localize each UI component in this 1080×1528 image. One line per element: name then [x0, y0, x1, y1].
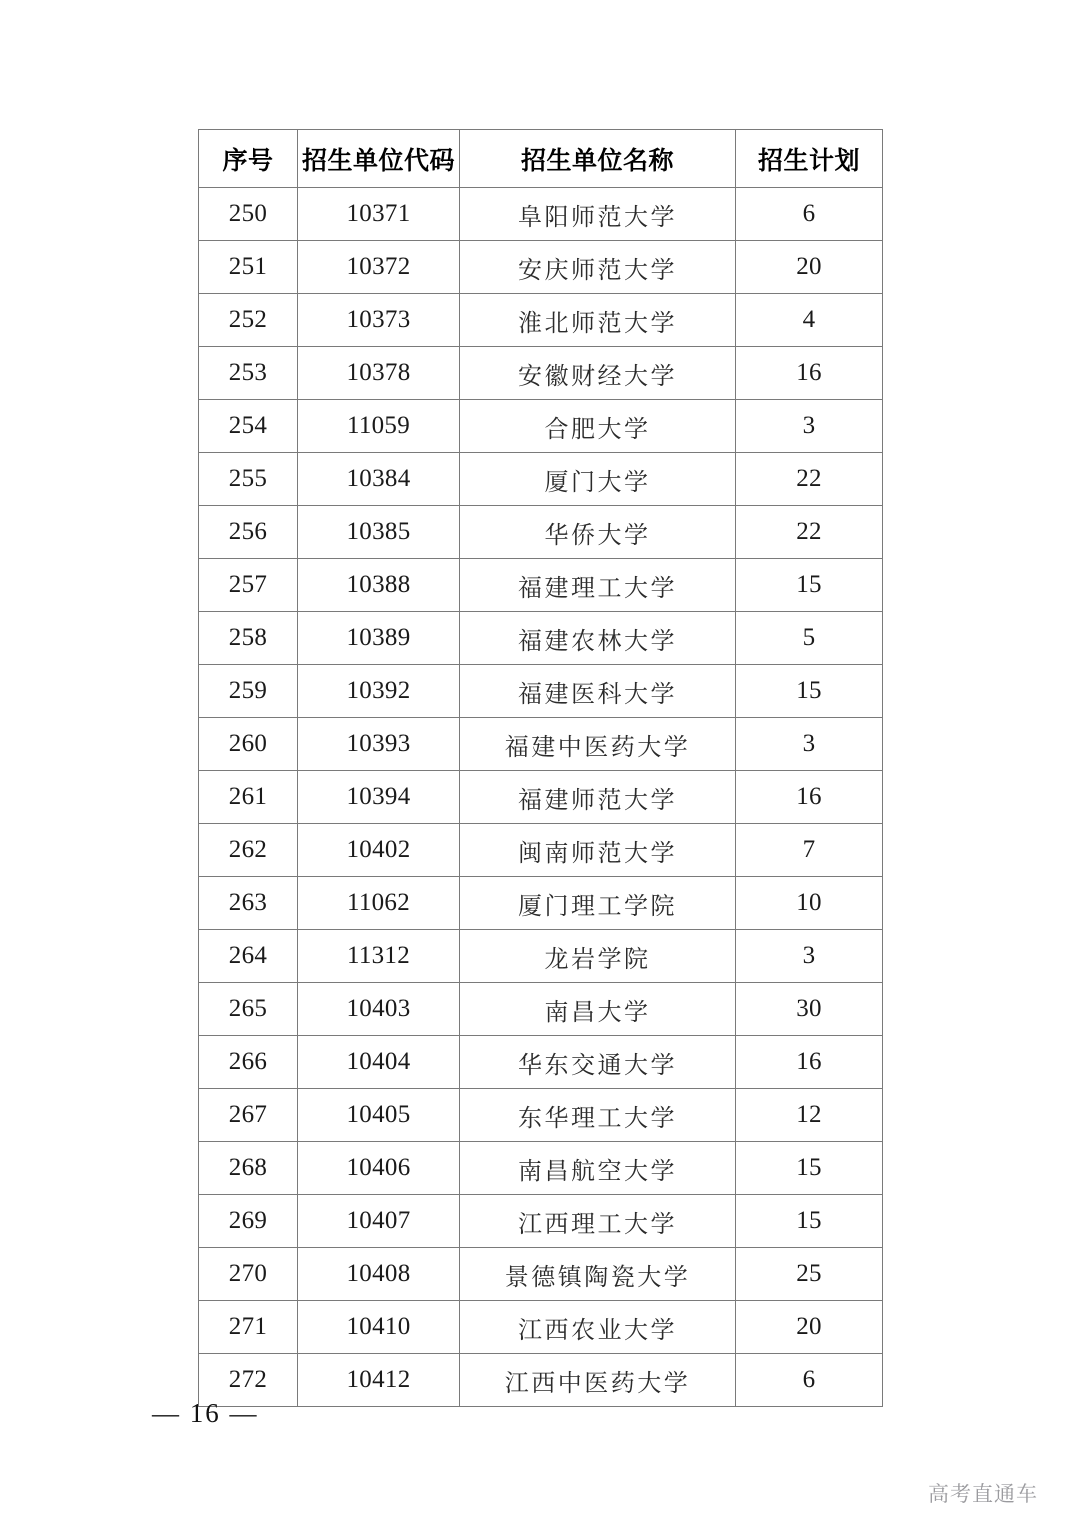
cell-plan: 30 — [736, 983, 883, 1036]
cell-name: 江西中医药大学 — [460, 1354, 736, 1407]
cell-seq: 270 — [199, 1248, 298, 1301]
enrollment-plan-table — [198, 129, 883, 1407]
cell-name: 福建师范大学 — [460, 771, 736, 824]
cell-code: 10408 — [298, 1248, 460, 1301]
cell-plan: 3 — [736, 930, 883, 983]
cell-seq: 253 — [199, 347, 298, 400]
table-row — [199, 1195, 883, 1248]
cell-code: 10394 — [298, 771, 460, 824]
table-row — [199, 1354, 883, 1407]
cell-name: 龙岩学院 — [460, 930, 736, 983]
cell-code: 10372 — [298, 241, 460, 294]
cell-code: 10406 — [298, 1142, 460, 1195]
cell-plan: 7 — [736, 824, 883, 877]
cell-name: 安庆师范大学 — [460, 241, 736, 294]
table-row — [199, 1248, 883, 1301]
cell-seq: 261 — [199, 771, 298, 824]
cell-plan: 16 — [736, 771, 883, 824]
table-row — [199, 453, 883, 506]
cell-seq: 256 — [199, 506, 298, 559]
cell-plan: 15 — [736, 559, 883, 612]
cell-plan: 15 — [736, 665, 883, 718]
cell-name: 安徽财经大学 — [460, 347, 736, 400]
column-header-code: 招生单位代码 — [298, 130, 460, 188]
cell-name: 东华理工大学 — [460, 1089, 736, 1142]
cell-seq: 271 — [199, 1301, 298, 1354]
cell-code: 10393 — [298, 718, 460, 771]
table-row — [199, 1036, 883, 1089]
cell-seq: 250 — [199, 188, 298, 241]
cell-plan: 22 — [736, 453, 883, 506]
table-row — [199, 241, 883, 294]
cell-seq: 265 — [199, 983, 298, 1036]
cell-name: 厦门大学 — [460, 453, 736, 506]
cell-name: 华东交通大学 — [460, 1036, 736, 1089]
table-row — [199, 665, 883, 718]
cell-name: 南昌航空大学 — [460, 1142, 736, 1195]
table-row — [199, 771, 883, 824]
table-row — [199, 1089, 883, 1142]
cell-seq: 260 — [199, 718, 298, 771]
cell-code: 10389 — [298, 612, 460, 665]
cell-code: 10412 — [298, 1354, 460, 1407]
table-body — [199, 188, 883, 1407]
table-header — [199, 130, 883, 188]
cell-seq: 264 — [199, 930, 298, 983]
cell-name: 合肥大学 — [460, 400, 736, 453]
cell-plan: 20 — [736, 241, 883, 294]
table-row — [199, 824, 883, 877]
cell-seq: 258 — [199, 612, 298, 665]
cell-code: 10373 — [298, 294, 460, 347]
cell-code: 10402 — [298, 824, 460, 877]
table-row — [199, 1301, 883, 1354]
cell-plan: 10 — [736, 877, 883, 930]
table-row — [199, 400, 883, 453]
column-header-name: 招生单位名称 — [460, 130, 736, 188]
table-header-row — [199, 130, 883, 188]
table-row — [199, 612, 883, 665]
cell-plan: 15 — [736, 1195, 883, 1248]
cell-code: 10388 — [298, 559, 460, 612]
cell-seq: 266 — [199, 1036, 298, 1089]
cell-seq: 267 — [199, 1089, 298, 1142]
table-row — [199, 718, 883, 771]
cell-code: 11062 — [298, 877, 460, 930]
cell-name: 福建理工大学 — [460, 559, 736, 612]
cell-code: 10407 — [298, 1195, 460, 1248]
cell-plan: 3 — [736, 718, 883, 771]
cell-plan: 16 — [736, 1036, 883, 1089]
cell-plan: 6 — [736, 1354, 883, 1407]
cell-code: 10392 — [298, 665, 460, 718]
table-row — [199, 506, 883, 559]
cell-code: 10378 — [298, 347, 460, 400]
cell-name: 闽南师范大学 — [460, 824, 736, 877]
page-number: — 16 — — [152, 1398, 259, 1428]
cell-seq: 255 — [199, 453, 298, 506]
column-header-seq: 序号 — [199, 130, 298, 188]
table-row — [199, 930, 883, 983]
watermark: 高考直通车 — [928, 1482, 1038, 1506]
cell-code: 10404 — [298, 1036, 460, 1089]
cell-seq: 251 — [199, 241, 298, 294]
cell-code: 10371 — [298, 188, 460, 241]
cell-plan: 16 — [736, 347, 883, 400]
cell-plan: 12 — [736, 1089, 883, 1142]
cell-seq: 263 — [199, 877, 298, 930]
cell-seq: 259 — [199, 665, 298, 718]
cell-plan: 4 — [736, 294, 883, 347]
table-row — [199, 983, 883, 1036]
cell-code: 10410 — [298, 1301, 460, 1354]
cell-code: 10403 — [298, 983, 460, 1036]
cell-name: 华侨大学 — [460, 506, 736, 559]
cell-plan: 22 — [736, 506, 883, 559]
cell-plan: 6 — [736, 188, 883, 241]
table-row — [199, 347, 883, 400]
cell-plan: 3 — [736, 400, 883, 453]
table-row — [199, 1142, 883, 1195]
cell-name: 阜阳师范大学 — [460, 188, 736, 241]
table-row — [199, 559, 883, 612]
cell-seq: 254 — [199, 400, 298, 453]
cell-name: 南昌大学 — [460, 983, 736, 1036]
table-row — [199, 877, 883, 930]
cell-seq: 252 — [199, 294, 298, 347]
cell-seq: 272 — [199, 1354, 298, 1407]
cell-name: 厦门理工学院 — [460, 877, 736, 930]
cell-code: 11059 — [298, 400, 460, 453]
cell-name: 江西理工大学 — [460, 1195, 736, 1248]
cell-seq: 257 — [199, 559, 298, 612]
cell-code: 10384 — [298, 453, 460, 506]
cell-code: 10405 — [298, 1089, 460, 1142]
cell-name: 江西农业大学 — [460, 1301, 736, 1354]
cell-seq: 269 — [199, 1195, 298, 1248]
cell-plan: 15 — [736, 1142, 883, 1195]
table-row — [199, 294, 883, 347]
table-row — [199, 188, 883, 241]
cell-name: 景德镇陶瓷大学 — [460, 1248, 736, 1301]
cell-seq: 268 — [199, 1142, 298, 1195]
cell-name: 淮北师范大学 — [460, 294, 736, 347]
cell-name: 福建中医药大学 — [460, 718, 736, 771]
cell-name: 福建医科大学 — [460, 665, 736, 718]
cell-code: 10385 — [298, 506, 460, 559]
cell-code: 11312 — [298, 930, 460, 983]
cell-plan: 20 — [736, 1301, 883, 1354]
cell-name: 福建农林大学 — [460, 612, 736, 665]
cell-seq: 262 — [199, 824, 298, 877]
cell-plan: 5 — [736, 612, 883, 665]
column-header-plan: 招生计划 — [736, 130, 883, 188]
cell-plan: 25 — [736, 1248, 883, 1301]
